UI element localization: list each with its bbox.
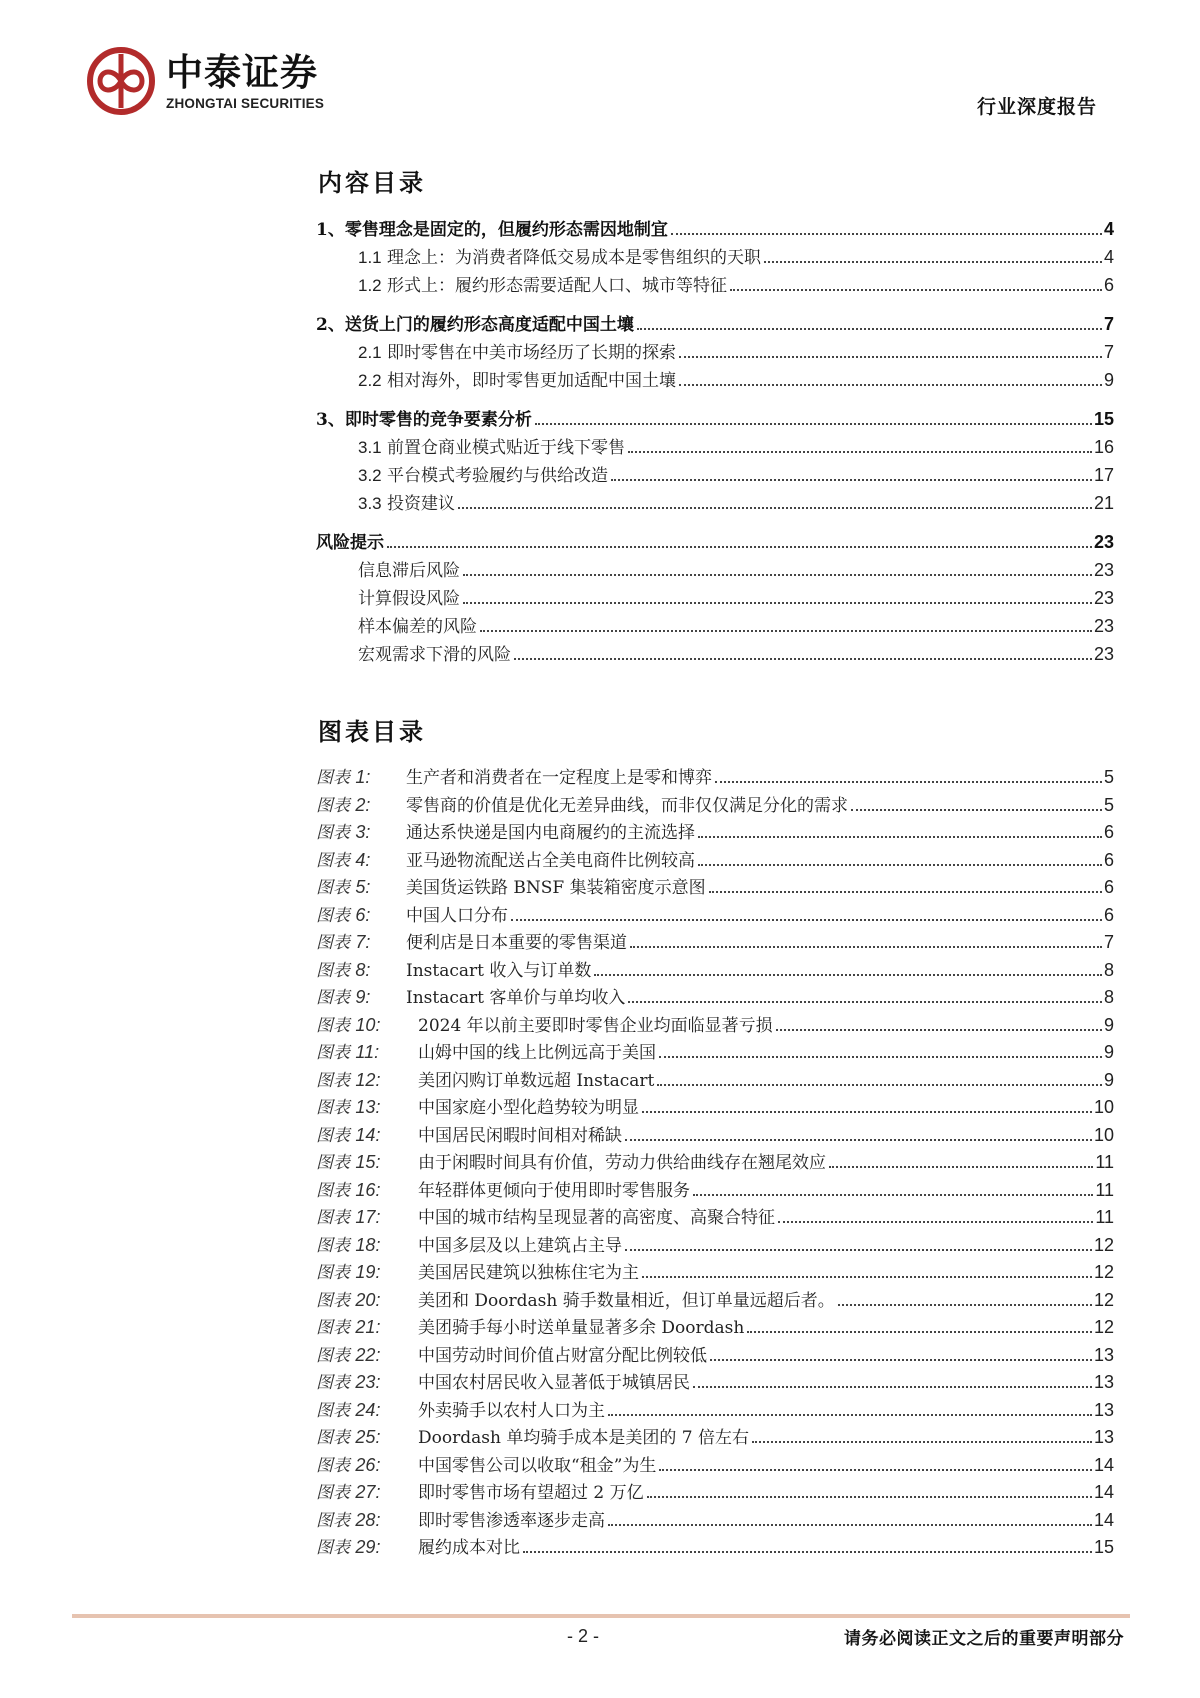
figure-prefix: 图表 13: (316, 1097, 381, 1118)
figure-entry[interactable] (316, 983, 1114, 1011)
figure-label: 由于闲暇时间具有价值，劳动力供给曲线存在翘尾效应 (418, 1153, 826, 1173)
figure-page: 13 (1093, 1427, 1114, 1447)
figure-label: Instacart 收入与订单数 (406, 960, 592, 981)
figure-label: 中国农村居民收入显著低于城镇居民 (418, 1373, 690, 1393)
toc-entry-3-1[interactable]: 3.1 前置仓商业模式贴近于线下零售 16 (358, 437, 1114, 458)
figure-page: 5 (1103, 794, 1114, 815)
figure-entry[interactable] (316, 1396, 1114, 1424)
figure-entry[interactable] (316, 1203, 1114, 1231)
figure-entry[interactable] (316, 1011, 1114, 1039)
figure-entry[interactable] (316, 901, 1114, 929)
figure-label: 亚马逊物流配送占全美电商件比例较高 (406, 850, 695, 871)
toc-entry-risk-4[interactable]: 宏观需求下滑的风险 23 (358, 644, 1114, 665)
figure-label: 中国零售公司以收取“租金”为生 (418, 1455, 657, 1476)
figure-prefix: 图表 27: (316, 1482, 381, 1503)
figure-entry[interactable] (316, 1533, 1114, 1561)
figure-entry[interactable] (316, 1121, 1114, 1149)
figure-page: 14 (1093, 1454, 1114, 1475)
figure-entry[interactable] (316, 1286, 1114, 1314)
figure-prefix: 图表 21: (316, 1317, 381, 1338)
figure-page: 11 (1095, 1207, 1114, 1227)
figure-prefix: 图表 18: (316, 1234, 381, 1256)
toc-title: 内容目录 (318, 168, 426, 197)
figure-prefix: 图表 17: (316, 1207, 381, 1228)
figure-prefix: 图表 4: (316, 849, 371, 871)
figure-page: 13 (1093, 1399, 1114, 1420)
toc-entry-risk-1[interactable]: 信息滞后风险 23 (358, 560, 1114, 581)
footer-divider (72, 1614, 1130, 1618)
toc-entry-3-2[interactable]: 3.2 平台模式考验履约与供给改造 17 (358, 465, 1114, 486)
figure-page: 9 (1103, 1042, 1114, 1062)
figure-label: 即时零售渗透率逐步走高 (418, 1510, 605, 1531)
figure-page: 5 (1103, 767, 1114, 787)
figure-entry[interactable] (316, 1148, 1114, 1176)
figure-prefix: 图表 23: (316, 1372, 381, 1393)
figure-prefix: 图表 1: (316, 767, 371, 788)
toc-entry-2-2[interactable]: 2.2 相对海外，即时零售更加适配中国土壤 9 (358, 370, 1114, 391)
figure-page: 11 (1095, 1179, 1114, 1200)
figure-page: 6 (1103, 822, 1114, 842)
figure-entry[interactable] (316, 1066, 1114, 1094)
figure-prefix: 图表 19: (316, 1262, 381, 1283)
figure-prefix: 图表 28: (316, 1509, 381, 1531)
figure-label: 年轻群体更倾向于使用即时零售服务 (418, 1180, 690, 1201)
figure-entry[interactable] (316, 791, 1114, 819)
figure-entry[interactable] (316, 763, 1114, 791)
figure-entry[interactable] (316, 956, 1114, 984)
figure-entry[interactable] (316, 1313, 1114, 1341)
report-type-label: 行业深度报告 (976, 96, 1097, 118)
figures-title: 图表目录 (318, 717, 426, 746)
figure-label: 通达系快递是国内电商履约的主流选择 (406, 823, 695, 843)
figure-entry[interactable] (316, 1231, 1114, 1259)
figure-prefix: 图表 11: (316, 1042, 380, 1063)
figure-entry[interactable] (316, 1368, 1114, 1396)
figure-page: 8 (1103, 987, 1114, 1007)
figure-label: 美国货运铁路 BNSF 集装箱密度示意图 (406, 878, 706, 898)
figure-prefix: 图表 3: (316, 822, 371, 843)
figure-prefix: 图表 2: (316, 794, 371, 816)
figure-label: 中国居民闲暇时间相对稀缺 (418, 1125, 622, 1146)
figure-label: 中国人口分布 (406, 905, 508, 926)
figure-label: 中国多层及以上建筑占主导 (418, 1235, 622, 1256)
figure-page: 12 (1093, 1234, 1114, 1255)
figure-prefix: 图表 20: (316, 1289, 381, 1311)
figure-entry[interactable] (316, 818, 1114, 846)
figure-prefix: 图表 5: (316, 877, 371, 898)
figure-label: 中国劳动时间价值占财富分配比例较低 (418, 1345, 707, 1366)
figure-prefix: 图表 6: (316, 904, 371, 926)
figure-label: 履约成本对比 (418, 1538, 520, 1558)
company-logo (86, 46, 324, 116)
toc-entry-risk[interactable]: 风险提示 23 (316, 532, 1114, 553)
figure-prefix: 图表 12: (316, 1069, 381, 1091)
toc-entry-3-3[interactable]: 3.3 投资建议 21 (358, 493, 1114, 514)
figure-entry[interactable] (316, 1506, 1114, 1534)
figure-entry[interactable] (316, 1038, 1114, 1066)
figure-prefix: 图表 8: (316, 959, 371, 981)
figure-prefix: 图表 22: (316, 1344, 381, 1366)
figure-prefix: 图表 7: (316, 932, 371, 953)
figure-label: 2024 年以前主要即时零售企业均面临显著亏损 (418, 1015, 773, 1036)
figure-page: 12 (1093, 1262, 1114, 1282)
toc-entry-section-2[interactable]: 2、送货上门的履约形态高度适配中国土壤 7 (316, 314, 1114, 335)
figure-prefix: 图表 16: (316, 1179, 381, 1201)
figure-page: 14 (1093, 1509, 1114, 1530)
logo-english-name: ZHONGTAI SECURITIES (166, 95, 325, 111)
figure-label: 即时零售市场有望超过 2 万亿 (418, 1483, 644, 1503)
figure-page: 6 (1103, 877, 1114, 897)
figure-page: 9 (1103, 1069, 1114, 1090)
figure-label: 山姆中国的线上比例远高于美国 (418, 1043, 656, 1063)
figure-page: 14 (1093, 1482, 1114, 1502)
figure-page: 13 (1093, 1344, 1114, 1365)
figure-label: 便利店是日本重要的零售渠道 (406, 933, 627, 953)
figure-prefix: 图表 14: (316, 1124, 381, 1146)
figure-prefix: 图表 25: (316, 1427, 381, 1448)
figure-label: 零售商的价值是优化无差异曲线，而非仅仅满足分化的需求 (406, 795, 848, 816)
figure-entry[interactable] (316, 1258, 1114, 1286)
figure-label: 中国家庭小型化趋势较为明显 (418, 1098, 639, 1118)
toc-list (316, 215, 1114, 668)
figure-label: 美国居民建筑以独栋住宅为主 (418, 1263, 639, 1283)
footer-disclaimer: 请务必阅读正文之后的重要声明部分 (844, 1629, 1124, 1649)
figure-page: 7 (1103, 932, 1114, 952)
figure-page: 12 (1093, 1317, 1114, 1337)
figure-prefix: 图表 24: (316, 1399, 381, 1421)
figure-page: 15 (1093, 1537, 1114, 1557)
figure-prefix: 图表 26: (316, 1454, 381, 1476)
toc-entry-section-1[interactable]: 1、零售理念是固定的，但履约形态需因地制宜 4 (316, 219, 1114, 240)
figure-page: 10 (1093, 1097, 1114, 1117)
figure-entry[interactable] (316, 928, 1114, 956)
figure-label: Instacart 客单价与单均收入 (406, 988, 626, 1008)
figure-entry[interactable] (316, 1093, 1114, 1121)
figure-page: 11 (1095, 1152, 1114, 1172)
figure-label: 中国的城市结构呈现显著的高密度、高聚合特征 (418, 1208, 775, 1228)
zhongtai-logo-icon (86, 46, 156, 116)
toc-entry-risk-3[interactable]: 样本偏差的风险 23 (358, 616, 1114, 637)
figure-prefix: 图表 15: (316, 1152, 381, 1173)
figure-entry[interactable] (316, 873, 1114, 901)
toc-entry-1-1[interactable]: 1.1 理念上：为消费者降低交易成本是零售组织的天职 4 (358, 247, 1114, 268)
figure-entry[interactable] (316, 846, 1114, 874)
figure-prefix: 图表 29: (316, 1537, 381, 1558)
figure-page: 6 (1103, 904, 1114, 925)
figure-page: 9 (1103, 1014, 1114, 1035)
figure-entry[interactable] (316, 1341, 1114, 1369)
page-number: - 2 - (567, 1626, 600, 1646)
figure-prefix: 图表 10: (316, 1014, 381, 1036)
figure-label: 美团闪购订单数远超 Instacart (418, 1070, 655, 1091)
figure-entry[interactable] (316, 1176, 1114, 1204)
figure-page: 10 (1093, 1124, 1114, 1145)
toc-entry-1-2[interactable]: 1.2 形式上：履约形态需要适配人口、城市等特征 6 (358, 275, 1114, 296)
figure-label: 生产者和消费者在一定程度上是零和博弈 (406, 768, 712, 788)
figure-label: 美团和 Doordash 骑手数量相近，但订单量远超后者。 (418, 1290, 835, 1311)
figure-page: 12 (1093, 1289, 1114, 1310)
toc-entry-risk-2[interactable]: 计算假设风险 23 (358, 588, 1114, 609)
figure-label: 美团骑手每小时送单量显著多余 Doordash (418, 1318, 745, 1338)
figure-label: 外卖骑手以农村人口为主 (418, 1400, 605, 1421)
figure-label: Doordash 单均骑手成本是美团的 7 倍左右 (418, 1428, 749, 1448)
figure-page: 6 (1103, 849, 1114, 870)
figure-prefix: 图表 9: (316, 987, 371, 1008)
logo-chinese-name: 中泰证券 (166, 50, 318, 94)
figure-page: 13 (1093, 1372, 1114, 1392)
figure-entry[interactable] (316, 1478, 1114, 1506)
toc-entry-section-3[interactable]: 3、即时零售的竞争要素分析 15 (316, 409, 1114, 430)
figure-entry[interactable] (316, 1451, 1114, 1479)
toc-entry-2-1[interactable]: 2.1 即时零售在中美市场经历了长期的探索 7 (358, 342, 1114, 363)
figures-list (316, 763, 1114, 1561)
figure-page: 8 (1103, 959, 1114, 980)
figure-entry[interactable] (316, 1423, 1114, 1451)
